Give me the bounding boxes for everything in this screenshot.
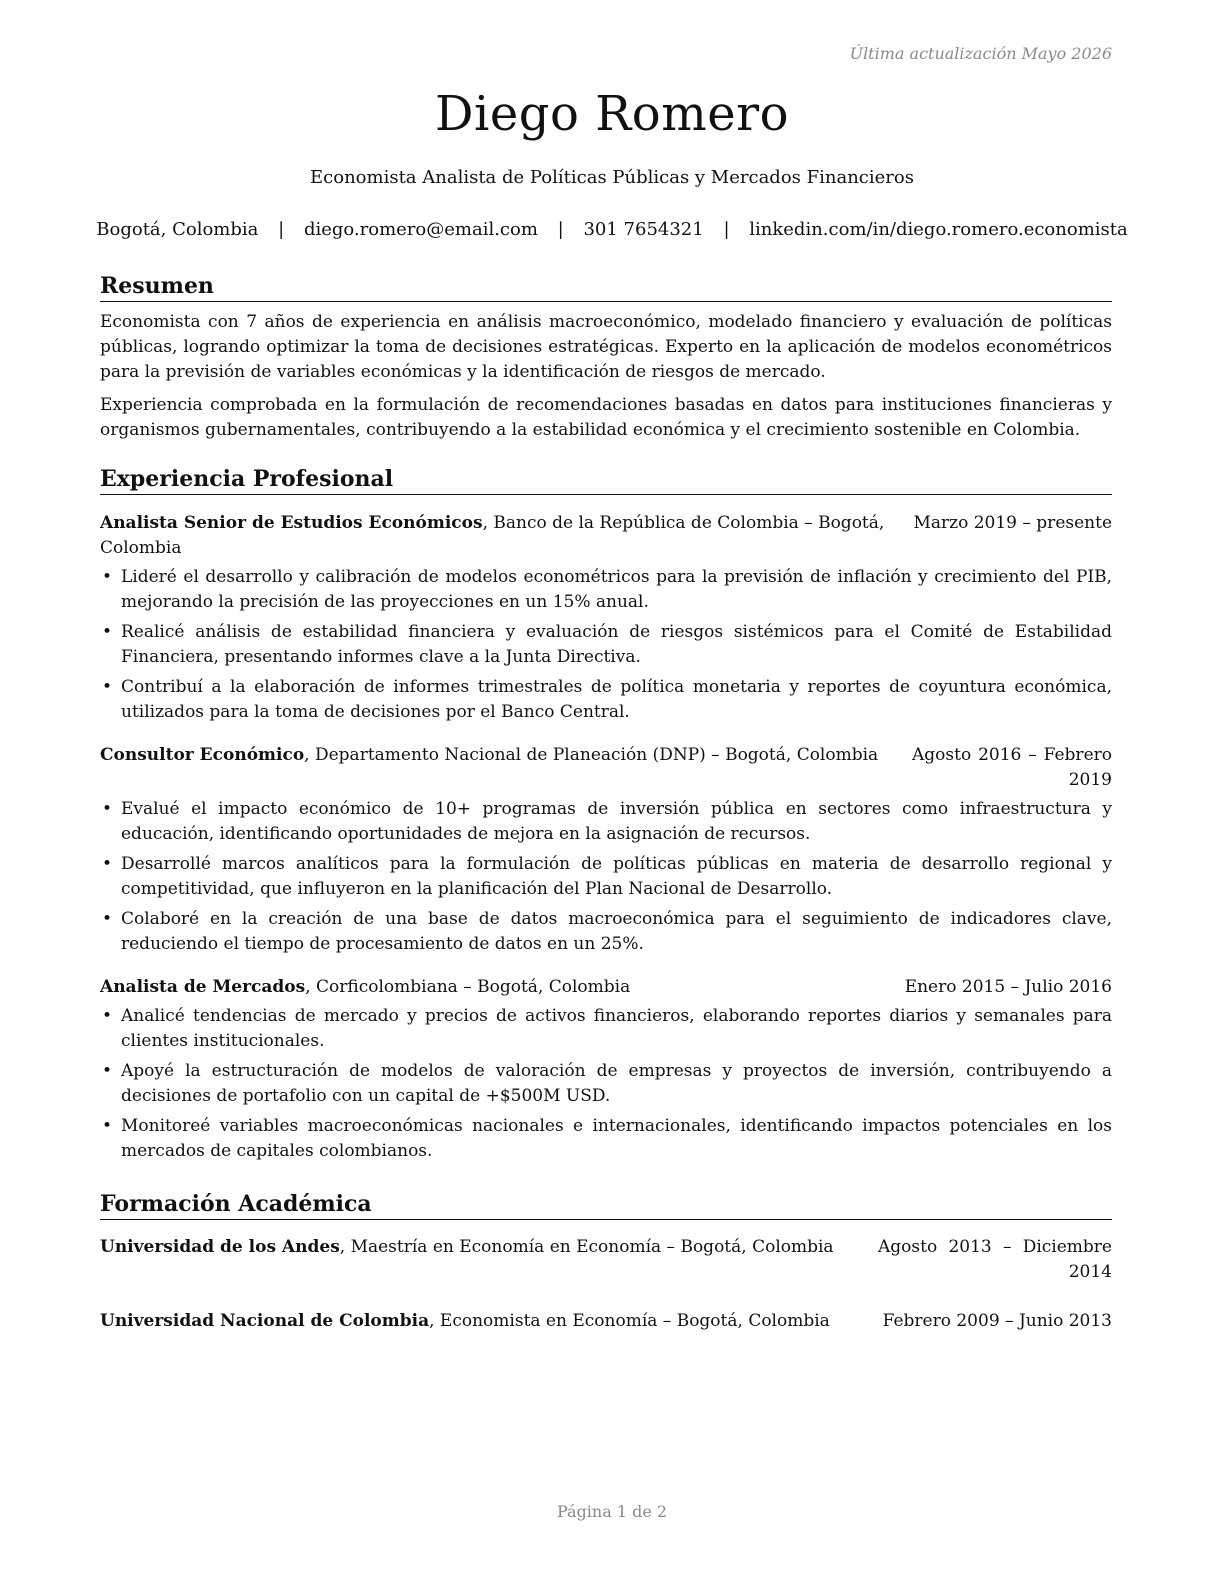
contact-separator: |	[723, 219, 730, 240]
job-bullets	[100, 565, 1112, 725]
job-role: Analista Senior de Estudios Económicos	[100, 513, 483, 533]
education-degree: , Economista en Economía – Bogotá, Colombia	[429, 1311, 830, 1331]
job-bullets	[100, 1004, 1112, 1164]
list-item: • Evalué el impacto económico de 10+ programas de inversión pública en sectores como infraestructura y educación, identificando oportunidades de mejora en la asignación de recursos.	[100, 797, 1112, 847]
page-number: Página 1 de 2	[556, 1502, 668, 1521]
list-item: • Analicé tendencias de mercado y precios de activos financieros, elaborando reportes diarios y semanales para clientes institucionales.	[100, 1004, 1112, 1054]
section-title-education: Formación Académica	[100, 1190, 1112, 1220]
list-item: • Contribuí a la elaboración de informes trimestrales de política monetaria y reportes de coyuntura económica, utilizados para la toma de decisiones por el Banco Central.	[100, 675, 1112, 725]
headline: Economista Analista de Políticas Públicas y Mercados Financieros	[310, 167, 914, 188]
summary-paragraph: Experiencia comprobada en la formulación de recomendaciones basadas en datos para instituciones financieras y organismos gubernamentales, contribuyendo a la estabilidad económica y el crecimiento sostenible en Colombia.	[100, 395, 1112, 440]
job-entry	[100, 975, 1112, 1164]
contact-line	[0, 219, 1224, 240]
education-school: Universidad de los Andes	[100, 1237, 340, 1257]
section-title-summary: Resumen	[100, 272, 1112, 302]
education-dates: Agosto 2013 – Diciembre 2014	[878, 1237, 1112, 1282]
list-item: • Monitoreé variables macroeconómicas nacionales e internacionales, identificando impactos potenciales en los mercados de capitales colombianos.	[100, 1114, 1112, 1164]
contact-separator: |	[557, 219, 564, 240]
job-org: , Departamento Nacional de Planeación (DNP) – Bogotá, Colombia	[304, 745, 879, 765]
summary-section	[100, 272, 1112, 443]
contact-phone: 301 7654321	[583, 219, 704, 240]
job-title-line	[100, 975, 905, 1000]
list-item: • Apoyé la estructuración de modelos de valoración de empresas y proyectos de inversión, contribuyendo a decisiones de portafolio con un capital de +$500M USD.	[100, 1059, 1112, 1109]
education-entry	[100, 1235, 1112, 1285]
section-title-experience: Experiencia Profesional	[100, 465, 1112, 495]
job-header	[100, 975, 1112, 1000]
list-item: • Realicé análisis de estabilidad financiera y evaluación de riesgos sistémicos para el Comité de Estabilidad Financiera, presentando informes clave a la Junta Directiva.	[100, 620, 1112, 670]
contact-email[interactable]: diego.romero@email.com	[303, 219, 538, 240]
job-title-line	[100, 511, 913, 561]
summary-paragraph: Economista con 7 años de experiencia en análisis macroeconómico, modelado financiero y evaluación de políticas públicas, logrando optimizar la toma de decisiones estratégicas. Experto en la aplicación de modelos econométricos para la previsión de variables económicas y la identificación de riesgos de mercado.	[100, 312, 1112, 382]
list-item: • Desarrollé marcos analíticos para la formulación de políticas públicas en materia de desarrollo regional y competitividad, que influyeron en la planificación del Plan Nacional de Desarrollo.	[100, 852, 1112, 902]
list-item: • Lideré el desarrollo y calibración de modelos econométricos para la previsión de inflación y crecimiento del PIB, mejorando la precisión de las proyecciones en un 15% anual.	[100, 565, 1112, 615]
contact-separator: |	[278, 219, 285, 240]
job-dates: Agosto 2016 – Febrero 2019	[912, 745, 1112, 790]
experience-section	[100, 465, 1112, 1169]
list-item: • Colaboré en la creación de una base de datos macroeconómica para el seguimiento de indicadores clave, reduciendo el tiempo de procesamiento de datos en un 25%.	[100, 907, 1112, 957]
contact-linkedin[interactable]: linkedin.com/in/diego.romero.economista	[749, 219, 1128, 240]
contact-location: Bogotá, Colombia	[96, 219, 259, 240]
job-dates: Enero 2015 – Julio 2016	[904, 977, 1112, 997]
job-header	[100, 511, 1112, 561]
education-entry	[100, 1309, 1112, 1334]
candidate-name: Diego Romero	[435, 86, 789, 142]
education-header	[100, 1235, 1112, 1285]
job-entry	[100, 511, 1112, 725]
education-school: Universidad Nacional de Colombia	[100, 1311, 430, 1331]
job-role: Analista de Mercados	[100, 977, 306, 997]
education-title-line	[100, 1309, 883, 1334]
last-updated: Última actualización Mayo 2026	[849, 44, 1112, 63]
education-dates: Febrero 2009 – Junio 2013	[882, 1311, 1112, 1331]
job-org: , Banco de la República de Colombia – Bogotá, Colombia	[100, 513, 885, 558]
education-section	[100, 1190, 1112, 1334]
job-bullets	[100, 797, 1112, 957]
education-title-line	[100, 1235, 878, 1285]
job-dates: Marzo 2019 – presente	[913, 513, 1112, 533]
education-degree: , Maestría en Economía en Economía – Bogotá, Colombia	[339, 1237, 834, 1257]
education-header	[100, 1309, 1112, 1334]
job-org: , Corficolombiana – Bogotá, Colombia	[305, 977, 631, 997]
job-role: Consultor Económico	[100, 745, 305, 765]
job-header	[100, 743, 1112, 793]
job-entry	[100, 743, 1112, 957]
job-title-line	[100, 743, 912, 793]
